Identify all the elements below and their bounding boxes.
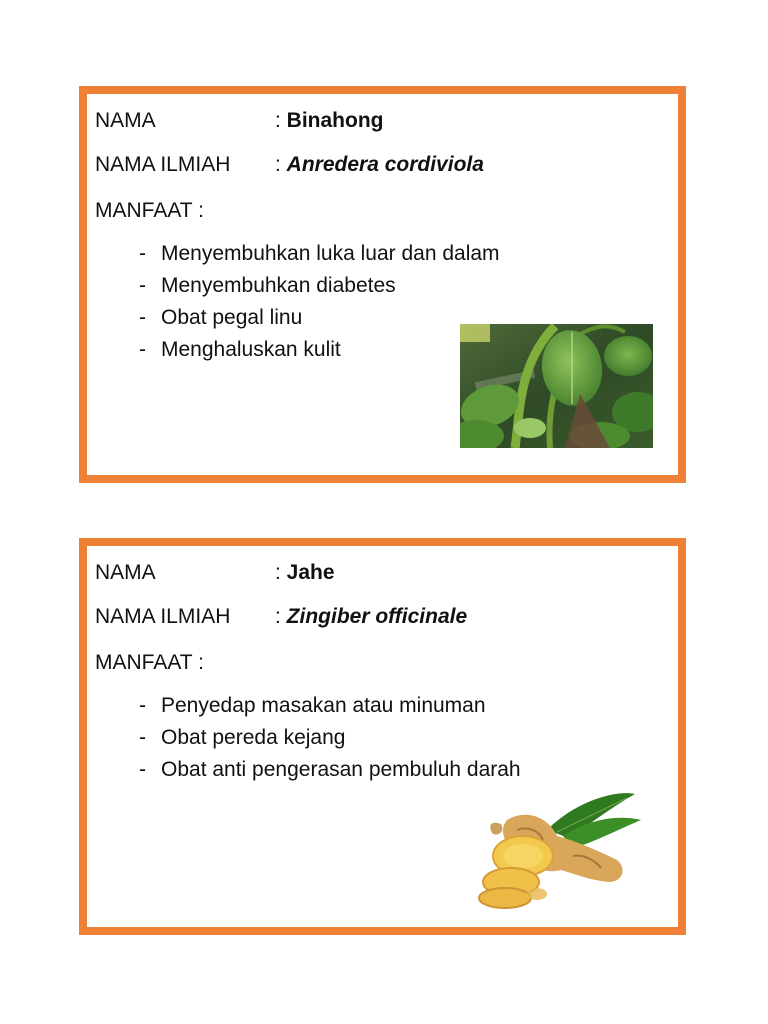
binahong-leaf-photo bbox=[460, 324, 653, 448]
benefit-item bbox=[139, 722, 521, 754]
benefits-list bbox=[139, 690, 521, 786]
benefit-item bbox=[139, 334, 500, 366]
benefit-item bbox=[139, 754, 521, 786]
list-dash: - bbox=[139, 306, 146, 329]
scientific-name-label: NAMA ILMIAH bbox=[95, 605, 231, 628]
name-row bbox=[95, 108, 384, 134]
name-value-wrap bbox=[275, 108, 384, 134]
scientific-name-separator: : bbox=[275, 605, 287, 628]
benefit-text: Obat pereda kejang bbox=[161, 726, 346, 749]
name-value-wrap bbox=[275, 560, 335, 586]
benefit-item bbox=[139, 690, 521, 722]
plant-card-jahe bbox=[79, 538, 686, 935]
benefit-text: Menghaluskan kulit bbox=[161, 338, 341, 361]
benefit-text: Menyembuhkan luka luar dan dalam bbox=[161, 242, 500, 265]
name-separator: : bbox=[275, 109, 287, 132]
benefit-text: Penyedap masakan atau minuman bbox=[161, 694, 486, 717]
list-dash: - bbox=[139, 338, 146, 361]
list-dash: - bbox=[139, 726, 146, 749]
scientific-name-value-wrap bbox=[275, 604, 467, 630]
benefit-text: Obat pegal linu bbox=[161, 306, 303, 329]
list-dash: - bbox=[139, 274, 146, 297]
name-value: Jahe bbox=[286, 561, 335, 584]
list-dash: - bbox=[139, 694, 146, 717]
scientific-name-row bbox=[95, 604, 468, 630]
name-label: NAMA bbox=[95, 109, 156, 132]
benefit-item bbox=[139, 302, 500, 334]
list-dash: - bbox=[139, 758, 146, 781]
name-label: NAMA bbox=[95, 561, 156, 584]
benefits-label: MANFAAT : bbox=[95, 651, 204, 674]
scientific-name-separator: : bbox=[275, 153, 287, 176]
benefit-text: Obat anti pengerasan pembuluh darah bbox=[161, 758, 521, 781]
scientific-name-value-wrap bbox=[275, 152, 484, 178]
name-row bbox=[95, 560, 335, 586]
benefits-label: MANFAAT : bbox=[95, 199, 204, 222]
scientific-name-row bbox=[95, 152, 484, 178]
benefits-list bbox=[139, 238, 500, 366]
scientific-name-value: Zingiber officinale bbox=[286, 605, 468, 628]
scientific-name-value: Anredera cordiviola bbox=[286, 153, 484, 176]
name-value: Binahong bbox=[286, 109, 384, 132]
ginger-root-photo bbox=[477, 790, 647, 912]
plant-card-binahong bbox=[79, 86, 686, 483]
ginger-root-icon bbox=[477, 790, 647, 912]
name-separator: : bbox=[275, 561, 287, 584]
scientific-name-label: NAMA ILMIAH bbox=[95, 153, 231, 176]
binahong-leaf-icon bbox=[460, 324, 653, 448]
benefit-text: Menyembuhkan diabetes bbox=[161, 274, 396, 297]
benefit-item bbox=[139, 238, 500, 270]
benefit-item bbox=[139, 270, 500, 302]
list-dash: - bbox=[139, 242, 146, 265]
